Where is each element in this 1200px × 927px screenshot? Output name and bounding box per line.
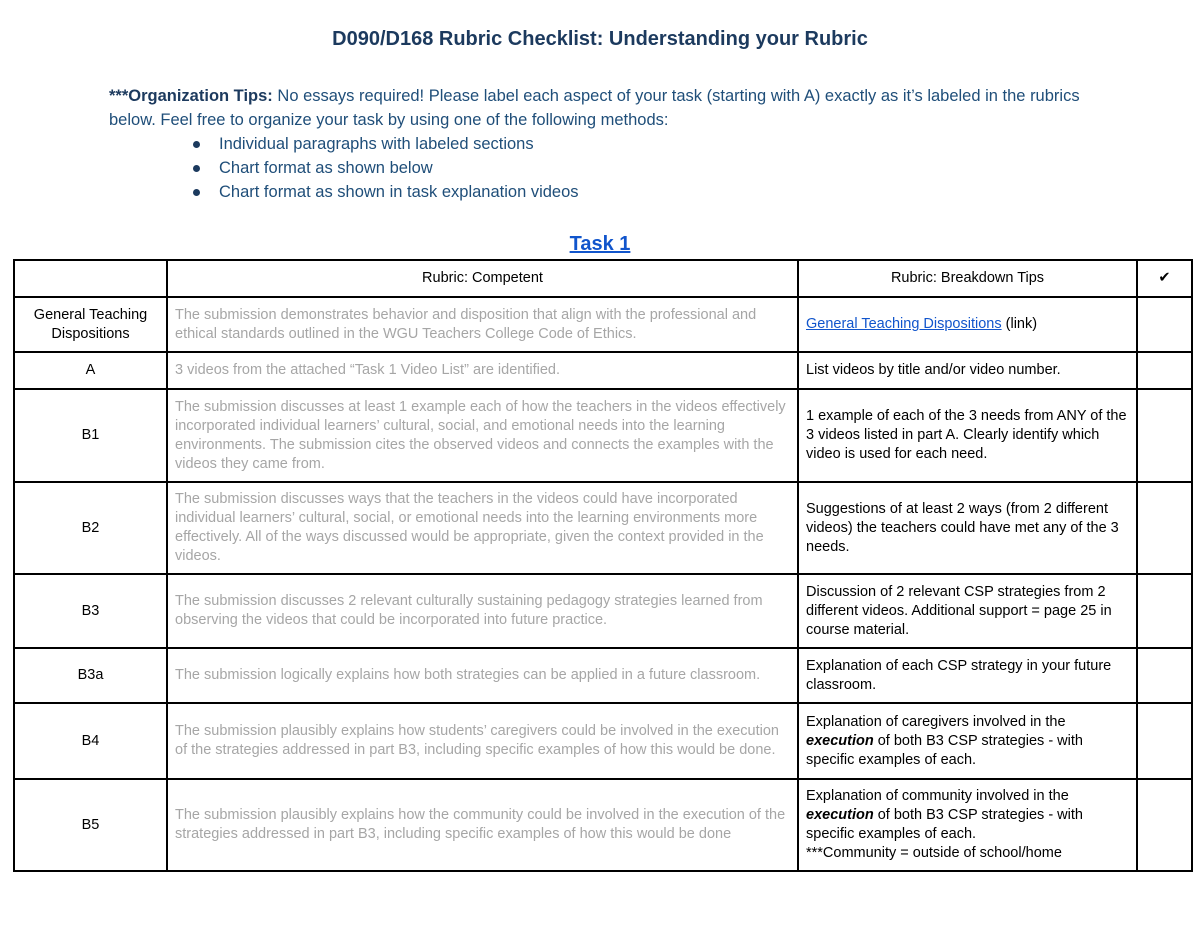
row-check-box[interactable]: [1137, 648, 1192, 703]
row-tip: General Teaching Dispositions (link): [798, 297, 1137, 352]
row-competent: The submission plausibly explains how students’ caregivers could be involved in the execution of the strategies addressed in part B3, including specific examples of how this would be done.: [167, 703, 798, 779]
tips-text: No essays required! Please label each aspect of your task (starting with A) exactly as it’s labeled in the rubrics below. Feel free to organize your task by using one of the following methods:: [109, 87, 1080, 129]
row-competent: The submission logically explains how both strategies can be applied in a future classroom.: [167, 648, 798, 703]
organization-tips: [109, 84, 1099, 204]
row-code: B4: [14, 703, 167, 779]
bullet-icon: [193, 141, 200, 148]
row-competent: The submission plausibly explains how the community could be involved in the execution of the strategies addressed in part B3, including specific examples of how this would be done: [167, 779, 798, 871]
row-competent: The submission discusses at least 1 example each of how the teachers in the videos effectively incorporated individual learners’ cultural, social, and emotional needs into the learning environments. The submission cites the observed videos and connects the examples with the videos they came from.: [167, 389, 798, 482]
row-competent: The submission demonstrates behavior and disposition that align with the professional and ethical standards outlined in the WGU Teachers College Code of Ethics.: [167, 297, 798, 352]
tips-lead: ***Organization Tips:: [109, 87, 273, 105]
row-check-box[interactable]: [1137, 389, 1192, 482]
row-check-box[interactable]: [1137, 297, 1192, 352]
execution-emphasis: execution: [806, 732, 874, 749]
row-code: B5: [14, 779, 167, 871]
bullet-icon: [193, 189, 200, 196]
table-row: [14, 648, 1192, 703]
checkmark-icon: ✔: [1137, 260, 1192, 297]
row-check-box[interactable]: [1137, 482, 1192, 574]
table-row: [14, 297, 1192, 352]
row-tip: Explanation of community involved in the execution of both B3 CSP strategies - with specific examples of each. ***Community = outside of school/home: [798, 779, 1137, 871]
row-code: B1: [14, 389, 167, 482]
row-code: B2: [14, 482, 167, 574]
row-tip: Explanation of caregivers involved in the execution of both B3 CSP strategies - with specific examples of each.: [798, 703, 1137, 779]
list-item: Individual paragraphs with labeled sections: [191, 132, 1099, 156]
row-check-box[interactable]: [1137, 779, 1192, 871]
table-header-row: [14, 260, 1192, 297]
bullet-icon: [193, 165, 200, 172]
table-row: [14, 389, 1192, 482]
header-competent: Rubric: Competent: [167, 260, 798, 297]
table-row: [14, 352, 1192, 389]
row-competent: The submission discusses 2 relevant culturally sustaining pedagogy strategies learned from observing the videos that could be incorporated into future practice.: [167, 574, 798, 648]
execution-emphasis: execution: [806, 807, 874, 823]
table-row: [14, 574, 1192, 648]
page-title: D090/D168 Rubric Checklist: Understanding your Rubric: [332, 28, 868, 50]
header-breakdown-tips: Rubric: Breakdown Tips: [798, 260, 1137, 297]
row-code: B3a: [14, 648, 167, 703]
row-code: B3: [14, 574, 167, 648]
row-check-box[interactable]: [1137, 703, 1192, 779]
row-tip: List videos by title and/or video number.: [798, 352, 1137, 389]
row-tip: Discussion of 2 relevant CSP strategies from 2 different videos. Additional support = page 25 in course material.: [798, 574, 1137, 648]
row-check-box[interactable]: [1137, 352, 1192, 389]
table-row: [14, 482, 1192, 574]
rubric-table: [13, 259, 1193, 872]
methods-list: [109, 132, 1099, 204]
general-teaching-dispositions-link[interactable]: General Teaching Dispositions: [806, 316, 1002, 332]
header-empty: [14, 260, 167, 297]
row-code: A: [14, 352, 167, 389]
row-tip: Explanation of each CSP strategy in your future classroom.: [798, 648, 1137, 703]
row-competent: The submission discusses ways that the teachers in the videos could have incorporated individual learners’ cultural, social, or emotional needs into the learning environments more effectively. All of the ways discussed would be appropriate, given the context provided in the videos.: [167, 482, 798, 574]
row-tip: Suggestions of at least 2 ways (from 2 different videos) the teachers could have met any of the 3 needs.: [798, 482, 1137, 574]
row-tip: 1 example of each of the 3 needs from ANY of the 3 videos listed in part A. Clearly identify which video is used for each need.: [798, 389, 1137, 482]
table-row: [14, 779, 1192, 871]
table-row: [14, 703, 1192, 779]
list-item: Chart format as shown below: [191, 156, 1099, 180]
community-note: ***Community = outside of school/home: [806, 845, 1062, 861]
row-code: General Teaching Dispositions: [14, 297, 167, 352]
list-item: Chart format as shown in task explanation videos: [191, 180, 1099, 204]
row-check-box[interactable]: [1137, 574, 1192, 648]
task-heading: Task 1: [569, 233, 631, 255]
row-competent: 3 videos from the attached “Task 1 Video List” are identified.: [167, 352, 798, 389]
